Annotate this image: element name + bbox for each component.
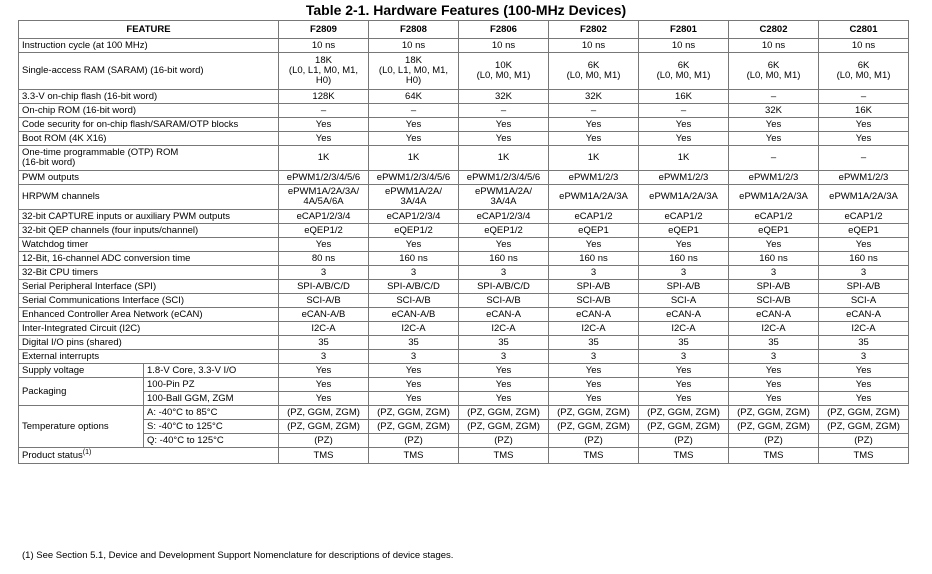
header-device: F2802 <box>549 21 639 39</box>
feature-label: HRPWM channels <box>19 185 279 210</box>
value-cell: – <box>819 146 909 171</box>
header-device: C2801 <box>819 21 909 39</box>
value-cell: (PZ, GGM, ZGM) <box>369 406 459 420</box>
value-cell: 3 <box>459 266 549 280</box>
value-cell: (PZ) <box>549 434 639 448</box>
value-cell: 3 <box>369 350 459 364</box>
value-cell: 10 ns <box>639 39 729 53</box>
value-cell: 1K <box>549 146 639 171</box>
value-cell: Yes <box>279 132 369 146</box>
table-row <box>19 146 909 171</box>
value-cell: Yes <box>819 364 909 378</box>
value-cell: (PZ, GGM, ZGM) <box>549 406 639 420</box>
header-device: F2809 <box>279 21 369 39</box>
value-cell: ePWM1/2/3 <box>549 171 639 185</box>
value-cell: 160 ns <box>459 252 549 266</box>
value-cell: 35 <box>639 336 729 350</box>
value-cell: Yes <box>459 364 549 378</box>
value-cell: I2C-A <box>369 322 459 336</box>
value-cell: SPI-A/B <box>819 280 909 294</box>
feature-label: Inter-Integrated Circuit (I2C) <box>19 322 279 336</box>
value-cell: Yes <box>279 378 369 392</box>
value-cell: ePWM1/2/3/4/5/6 <box>279 171 369 185</box>
value-cell: Yes <box>729 118 819 132</box>
value-cell: – <box>369 104 459 118</box>
value-cell: Yes <box>369 364 459 378</box>
value-cell: eQEP1/2 <box>369 224 459 238</box>
value-cell: 6K (L0, M0, M1) <box>729 53 819 90</box>
table-row <box>19 53 909 90</box>
value-cell: ePWM1A/2A/3A <box>819 185 909 210</box>
value-cell: SCI-A/B <box>369 294 459 308</box>
value-cell: eCAN-A <box>639 308 729 322</box>
table-row <box>19 104 909 118</box>
value-cell: Yes <box>369 118 459 132</box>
value-cell: SPI-A/B <box>729 280 819 294</box>
value-cell: eQEP1 <box>639 224 729 238</box>
value-cell: Yes <box>819 132 909 146</box>
value-cell: 1K <box>639 146 729 171</box>
value-cell: (PZ, GGM, ZGM) <box>819 420 909 434</box>
value-cell: 18K (L0, L1, M0, M1, H0) <box>279 53 369 90</box>
value-cell: 16K <box>819 104 909 118</box>
value-cell: 160 ns <box>639 252 729 266</box>
value-cell: 1K <box>369 146 459 171</box>
value-cell: (PZ) <box>279 434 369 448</box>
value-cell: eCAN-A <box>819 308 909 322</box>
value-cell: Yes <box>279 364 369 378</box>
value-cell: eCAN-A/B <box>279 308 369 322</box>
value-cell: Yes <box>819 238 909 252</box>
value-cell: eCAP1/2/3/4 <box>369 210 459 224</box>
header-device: C2802 <box>729 21 819 39</box>
value-cell: (PZ) <box>819 434 909 448</box>
table-title: Table 2-1. Hardware Features (100-MHz Devices) <box>305 2 627 18</box>
value-cell: 3 <box>369 266 459 280</box>
value-cell: eQEP1/2 <box>279 224 369 238</box>
value-cell: ePWM1/2/3 <box>639 171 729 185</box>
value-cell: 32K <box>459 90 549 104</box>
value-cell: Yes <box>459 132 549 146</box>
table-row <box>19 434 909 448</box>
value-cell: (PZ) <box>369 434 459 448</box>
table-row <box>19 118 909 132</box>
value-cell: Yes <box>549 378 639 392</box>
header-device: F2806 <box>459 21 549 39</box>
value-cell: Yes <box>459 118 549 132</box>
value-cell: 10 ns <box>459 39 549 53</box>
value-cell: I2C-A <box>819 322 909 336</box>
value-cell: – <box>639 104 729 118</box>
value-cell: I2C-A <box>549 322 639 336</box>
value-cell: 32K <box>729 104 819 118</box>
value-cell: SPI-A/B/C/D <box>459 280 549 294</box>
header-row <box>19 21 909 39</box>
feature-label: Single-access RAM (SARAM) (16-bit word) <box>19 53 279 90</box>
value-cell: (PZ, GGM, ZGM) <box>369 420 459 434</box>
feature-label: Boot ROM (4K X16) <box>19 132 279 146</box>
value-cell: SCI-A/B <box>279 294 369 308</box>
value-cell: Yes <box>369 378 459 392</box>
header-feature: FEATURE <box>19 21 279 39</box>
value-cell: (PZ, GGM, ZGM) <box>639 420 729 434</box>
value-cell: – <box>729 90 819 104</box>
value-cell: 160 ns <box>369 252 459 266</box>
value-cell: I2C-A <box>459 322 549 336</box>
value-cell: – <box>819 90 909 104</box>
value-cell: Yes <box>369 132 459 146</box>
feature-label: 32-Bit CPU timers <box>19 266 279 280</box>
value-cell: Yes <box>279 118 369 132</box>
value-cell: (PZ, GGM, ZGM) <box>729 406 819 420</box>
value-cell: ePWM1A/2A/ 3A/4A <box>369 185 459 210</box>
value-cell: 32K <box>549 90 639 104</box>
value-cell: (PZ, GGM, ZGM) <box>819 406 909 420</box>
value-cell: (PZ) <box>639 434 729 448</box>
value-cell: Yes <box>549 118 639 132</box>
feature-label: On-chip ROM (16-bit word) <box>19 104 279 118</box>
value-cell: SCI-A <box>819 294 909 308</box>
table-row <box>19 392 909 406</box>
footnote-mark: (1) <box>82 448 92 456</box>
value-cell: Yes <box>549 392 639 406</box>
value-cell: 3 <box>639 266 729 280</box>
feature-label: 12-Bit, 16-channel ADC conversion time <box>19 252 279 266</box>
value-cell: (PZ, GGM, ZGM) <box>459 406 549 420</box>
value-cell: eCAN-A/B <box>369 308 459 322</box>
value-cell: TMS <box>459 448 549 464</box>
value-cell: Yes <box>729 378 819 392</box>
value-cell: 6K (L0, M0, M1) <box>819 53 909 90</box>
value-cell: eCAP1/2 <box>639 210 729 224</box>
value-cell: 10 ns <box>369 39 459 53</box>
value-cell: Yes <box>819 118 909 132</box>
value-cell: 80 ns <box>279 252 369 266</box>
value-cell: 3 <box>729 350 819 364</box>
value-cell: 3 <box>459 350 549 364</box>
value-cell: 18K (L0, L1, M0, M1, H0) <box>369 53 459 90</box>
value-cell: eQEP1 <box>729 224 819 238</box>
value-cell: 3 <box>819 350 909 364</box>
value-cell: Yes <box>279 238 369 252</box>
value-cell: 160 ns <box>729 252 819 266</box>
value-cell: TMS <box>279 448 369 464</box>
value-cell: 16K <box>639 90 729 104</box>
table-row <box>19 171 909 185</box>
feature-sublabel: 100-Pin PZ <box>144 378 279 392</box>
feature-label: Temperature options <box>19 406 144 448</box>
value-cell: Yes <box>549 132 639 146</box>
table-row <box>19 364 909 378</box>
value-cell: Yes <box>369 238 459 252</box>
table-row <box>19 132 909 146</box>
table-row <box>19 294 909 308</box>
feature-label: PWM outputs <box>19 171 279 185</box>
value-cell: 160 ns <box>549 252 639 266</box>
value-cell: Yes <box>459 378 549 392</box>
value-cell: Yes <box>639 378 729 392</box>
table-row <box>19 378 909 392</box>
value-cell: Yes <box>729 238 819 252</box>
table-row <box>19 308 909 322</box>
table-row <box>19 322 909 336</box>
table-row <box>19 185 909 210</box>
value-cell: (PZ) <box>459 434 549 448</box>
value-cell: 160 ns <box>819 252 909 266</box>
value-cell: Yes <box>639 238 729 252</box>
value-cell: SCI-A <box>639 294 729 308</box>
value-cell: Yes <box>459 392 549 406</box>
header-device: F2808 <box>369 21 459 39</box>
value-cell: (PZ, GGM, ZGM) <box>459 420 549 434</box>
value-cell: (PZ, GGM, ZGM) <box>549 420 639 434</box>
value-cell: Yes <box>549 238 639 252</box>
value-cell: 3 <box>639 350 729 364</box>
value-cell: eCAP1/2 <box>549 210 639 224</box>
status-label: Product status <box>22 449 83 461</box>
value-cell: eCAN-A <box>549 308 639 322</box>
value-cell: 3 <box>279 350 369 364</box>
value-cell: ePWM1A/2A/3A <box>639 185 729 210</box>
value-cell: 35 <box>279 336 369 350</box>
value-cell: Yes <box>729 364 819 378</box>
value-cell: ePWM1/2/3 <box>819 171 909 185</box>
table-row <box>19 406 909 420</box>
table-row <box>19 336 909 350</box>
value-cell: SPI-A/B <box>549 280 639 294</box>
table-row <box>19 238 909 252</box>
feature-sublabel: Q: -40°C to 125°C <box>144 434 279 448</box>
value-cell: eQEP1/2 <box>459 224 549 238</box>
value-cell: 1K <box>279 146 369 171</box>
value-cell: 35 <box>369 336 459 350</box>
table-row <box>19 448 909 464</box>
value-cell: eCAP1/2/3/4 <box>279 210 369 224</box>
value-cell: eQEP1 <box>819 224 909 238</box>
value-cell: eCAN-A <box>729 308 819 322</box>
value-cell: Yes <box>639 118 729 132</box>
value-cell: eCAP1/2 <box>819 210 909 224</box>
value-cell: TMS <box>369 448 459 464</box>
value-cell: Yes <box>819 378 909 392</box>
value-cell: ePWM1A/2A/3A <box>549 185 639 210</box>
value-cell: ePWM1/2/3/4/5/6 <box>459 171 549 185</box>
value-cell: I2C-A <box>279 322 369 336</box>
feature-label: Watchdog timer <box>19 238 279 252</box>
value-cell: 3 <box>279 266 369 280</box>
table-row <box>19 252 909 266</box>
value-cell: 64K <box>369 90 459 104</box>
table-row <box>19 280 909 294</box>
feature-label: 32-bit CAPTURE inputs or auxiliary PWM outputs <box>19 210 279 224</box>
table-row <box>19 90 909 104</box>
value-cell: 10 ns <box>729 39 819 53</box>
value-cell: (PZ, GGM, ZGM) <box>279 406 369 420</box>
value-cell: 3 <box>729 266 819 280</box>
value-cell: eCAP1/2 <box>729 210 819 224</box>
value-cell: 10 ns <box>549 39 639 53</box>
value-cell: ePWM1A/2A/ 3A/4A <box>459 185 549 210</box>
value-cell: Yes <box>279 392 369 406</box>
value-cell: 35 <box>819 336 909 350</box>
feature-label: One-time programmable (OTP) ROM (16-bit word) <box>19 146 279 171</box>
value-cell: 10K (L0, M0, M1) <box>459 53 549 90</box>
table-row <box>19 210 909 224</box>
value-cell: Yes <box>729 392 819 406</box>
value-cell: eQEP1 <box>549 224 639 238</box>
value-cell: (PZ, GGM, ZGM) <box>279 420 369 434</box>
value-cell: Yes <box>639 132 729 146</box>
value-cell: (PZ, GGM, ZGM) <box>729 420 819 434</box>
value-cell: eCAP1/2/3/4 <box>459 210 549 224</box>
value-cell: I2C-A <box>729 322 819 336</box>
value-cell: 35 <box>549 336 639 350</box>
value-cell: – <box>729 146 819 171</box>
feature-sublabel: 100-Ball GGM, ZGM <box>144 392 279 406</box>
feature-label: Packaging <box>19 378 144 406</box>
value-cell: ePWM1A/2A/3A <box>729 185 819 210</box>
value-cell: 1K <box>459 146 549 171</box>
feature-label: Serial Communications Interface (SCI) <box>19 294 279 308</box>
value-cell: SPI-A/B <box>639 280 729 294</box>
value-cell: 128K <box>279 90 369 104</box>
value-cell: 35 <box>729 336 819 350</box>
value-cell: TMS <box>729 448 819 464</box>
value-cell: SPI-A/B/C/D <box>279 280 369 294</box>
value-cell: 10 ns <box>279 39 369 53</box>
feature-label: Enhanced Controller Area Network (eCAN) <box>19 308 279 322</box>
feature-label: Code security for on-chip flash/SARAM/OTP blocks <box>19 118 279 132</box>
feature-label: External interrupts <box>19 350 279 364</box>
value-cell: (PZ) <box>729 434 819 448</box>
value-cell: – <box>549 104 639 118</box>
value-cell: ePWM1/2/3/4/5/6 <box>369 171 459 185</box>
value-cell: SCI-A/B <box>729 294 819 308</box>
header-device: F2801 <box>639 21 729 39</box>
value-cell: Yes <box>639 392 729 406</box>
value-cell: – <box>459 104 549 118</box>
value-cell: Yes <box>459 238 549 252</box>
feature-label: Serial Peripheral Interface (SPI) <box>19 280 279 294</box>
feature-sublabel: S: -40°C to 125°C <box>144 420 279 434</box>
table-row <box>19 350 909 364</box>
value-cell: 6K (L0, M0, M1) <box>639 53 729 90</box>
value-cell: TMS <box>819 448 909 464</box>
value-cell: 3 <box>549 266 639 280</box>
value-cell: eCAN-A <box>459 308 549 322</box>
value-cell: SPI-A/B/C/D <box>369 280 459 294</box>
feature-sublabel: 1.8-V Core, 3.3-V I/O <box>144 364 279 378</box>
value-cell: SCI-A/B <box>459 294 549 308</box>
feature-label: Digital I/O pins (shared) <box>19 336 279 350</box>
value-cell: ePWM1A/2A/3A/ 4A/5A/6A <box>279 185 369 210</box>
hardware-features-table <box>18 20 909 464</box>
feature-sublabel: A: -40°C to 85°C <box>144 406 279 420</box>
value-cell: ePWM1/2/3 <box>729 171 819 185</box>
table-row <box>19 266 909 280</box>
feature-label: Instruction cycle (at 100 MHz) <box>19 39 279 53</box>
value-cell: Yes <box>819 392 909 406</box>
table-row <box>19 224 909 238</box>
value-cell: Yes <box>549 364 639 378</box>
value-cell: 35 <box>459 336 549 350</box>
feature-label: 32-bit QEP channels (four inputs/channel) <box>19 224 279 238</box>
value-cell: TMS <box>549 448 639 464</box>
table-row <box>19 420 909 434</box>
value-cell: 3 <box>819 266 909 280</box>
value-cell: Yes <box>729 132 819 146</box>
value-cell: (PZ, GGM, ZGM) <box>639 406 729 420</box>
feature-label <box>19 448 279 464</box>
feature-label: 3.3-V on-chip flash (16-bit word) <box>19 90 279 104</box>
value-cell: Yes <box>369 392 459 406</box>
footnote: (1) See Section 5.1, Device and Development Support Nomenclature for descriptions of device stages. <box>22 550 454 561</box>
value-cell: SCI-A/B <box>549 294 639 308</box>
value-cell: – <box>279 104 369 118</box>
value-cell: Yes <box>639 364 729 378</box>
feature-label: Supply voltage <box>19 364 144 378</box>
value-cell: 6K (L0, M0, M1) <box>549 53 639 90</box>
value-cell: I2C-A <box>639 322 729 336</box>
table-row <box>19 39 909 53</box>
value-cell: 3 <box>549 350 639 364</box>
value-cell: 10 ns <box>819 39 909 53</box>
value-cell: TMS <box>639 448 729 464</box>
